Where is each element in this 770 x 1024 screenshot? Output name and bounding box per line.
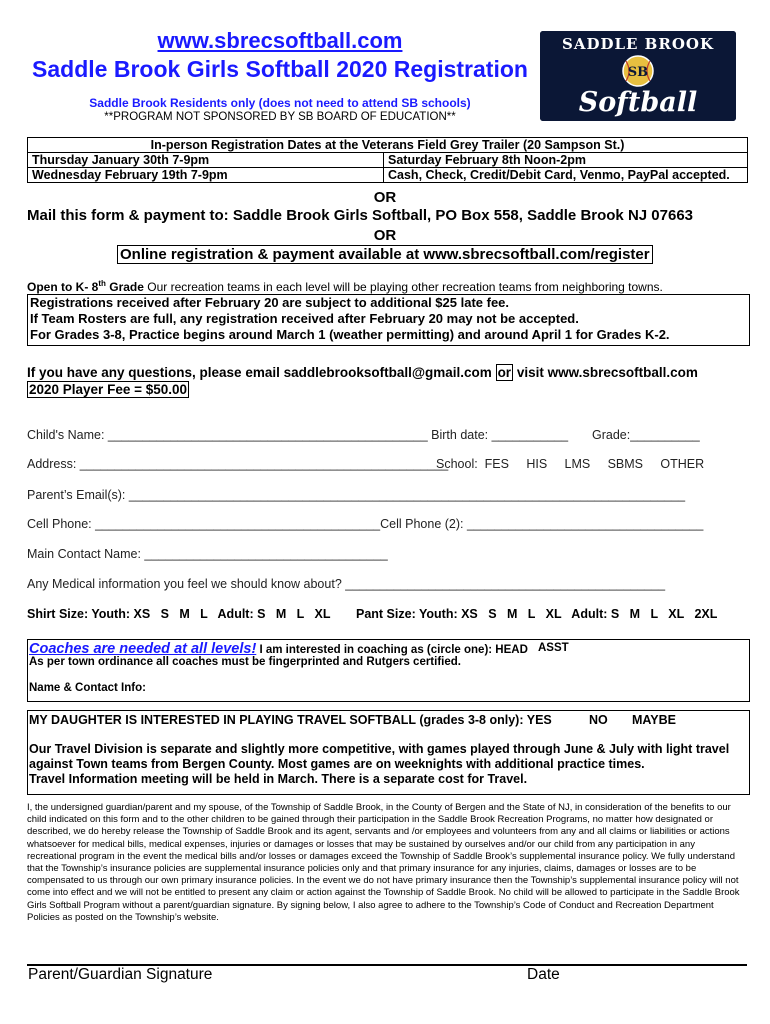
address-field[interactable]: Address: _____________________________________________________ (27, 457, 449, 471)
coaching-asst-option[interactable]: ASST (538, 642, 569, 654)
residents-note: Saddle Brook Residents only (does not need to attend SB schools) (89, 96, 471, 110)
travel-no-option[interactable]: NO (589, 713, 608, 727)
roster-notice: If Team Rosters are full, any registration received after February 20 may not be accepted. (30, 311, 579, 326)
travel-description (29, 742, 729, 787)
questions-line (27, 364, 698, 381)
late-fee-notice: Registrations received after February 20 are subject to additional $25 late fee. (30, 295, 510, 310)
page-title: Saddle Brook Girls Softball 2020 Registration (32, 56, 528, 82)
signature-label: Parent/Guardian Signature (28, 966, 213, 983)
program-note: **PROGRAM NOT SPONSORED BY SB BOARD OF EDUCATION** (104, 111, 456, 123)
coaching-role-select[interactable]: I am interested in coaching as (circle one): HEAD (256, 644, 528, 656)
eligibility-rest: Our recreation teams in each level will be playing other recreation teams from neighboring towns. (143, 280, 663, 294)
child-name-field[interactable]: Child's Name: ______________________________________________ Birth date: ___________ (27, 428, 569, 442)
questions-prefix: If you have any questions, please email saddlebrooksoftball@gmail.com (27, 365, 492, 380)
questions-or: or (497, 365, 512, 380)
school-options[interactable]: School: FES HIS LMS SBMS OTHER (436, 457, 705, 471)
questions-suffix: visit www.sbrecsoftball.com (516, 365, 698, 380)
coach-ordinance: As per town ordinance all coaches must be fingerprinted and Rutgers certified. (29, 656, 461, 668)
travel-maybe-option[interactable]: MAYBE (632, 713, 676, 727)
mail-instructions: Mail this form & payment to: Saddle Brook Girls Softball, PO Box 558, Saddle Brook NJ 07663 (27, 207, 693, 224)
date-label: Date (527, 966, 560, 983)
parent-email-field[interactable]: Parent’s Email(s): ________________________________________________________________________________ (27, 488, 686, 502)
date-wednesday: Wednesday February 19th 7-9pm (28, 168, 384, 183)
questions-block (27, 364, 698, 398)
coach-contact-field[interactable]: Name & Contact Info: (29, 682, 146, 694)
saddle-brook-softball-logo (540, 31, 736, 121)
coaches-box (27, 639, 750, 702)
site-url-link[interactable]: www.sbrecsoftball.com (157, 28, 403, 53)
practice-notice: For Grades 3-8, Practice begins around March 1 (weather permitting) and around April 1 for Grades K-2. (30, 327, 670, 342)
softball-logo-graphic (540, 31, 736, 121)
shirt-size-options[interactable]: Shirt Size: Youth: XS S M L Adult: S M L XL (27, 607, 331, 621)
dates-heading: In-person Registration Dates at the Veterans Field Grey Trailer (20 Sampson St.) (28, 138, 748, 153)
player-fee: 2020 Player Fee = $50.00 (29, 382, 188, 397)
notices-box (27, 294, 750, 346)
liability-waiver: I, the undersigned guardian/parent and my spouse, of the Township of Saddle Brook, in the County of Bergen and the State of NJ, in consideration of the benefits to our child indicated on this form and to the other children to be gained through their participation in the Saddle Brook Recreation Programs, no matter how designated or described, we do hereby release the Township of Saddle Brook and its agent, servants and /or employees and volunteers from any and all claims or liabilities or actions whatsoever for medical bills, medical expenses, injuries or damages or losses that may be sustained by ourselves and/or our child from any participation in any recreational program in the event the medical bills and/or losses or damages exceed the Township of Saddle Brook’s supplemental insurance policy. We fully understand that the Township’s insurance policies are supplemental insurance policies only and that primary insurance for any injuries, claims, damages or losses are to be compensated to us through our own primary insurance policies. In the event we do not have primary insurance then the Township’s supplemental insurance policy will not come into effect and we will not be entitled to present any claim or action against the Township of Saddle Brook. No child will be allowed to participate in the Saddle Brook Girls Softball Program without a parent/guardian signature. By signing below, I also agree to adhere to the Township’s Code of Conduct and Recreation Department Policies as posted on the Township’s website. (27, 802, 740, 923)
site-url[interactable] (0, 28, 560, 54)
travel-softball-box (27, 710, 750, 795)
travel-desc-line3: Travel Information meeting will be held in March. There is a separate cost for Travel. (29, 772, 528, 786)
date-thursday: Thursday January 30th 7-9pm (28, 153, 384, 168)
main-contact-field[interactable]: Main Contact Name: ___________________________________ (27, 547, 388, 561)
medical-info-field[interactable]: Any Medical information you feel we should know about? ______________________________________________ (27, 577, 666, 591)
or-divider-2: OR (373, 227, 397, 244)
grade-field[interactable]: Grade:__________ (592, 428, 700, 442)
online-registration[interactable]: Online registration & payment available at www.sbrecsoftball.com/register (117, 245, 653, 264)
logo-top-text: SADDLE BROOK (561, 35, 715, 53)
cell-phone-field[interactable]: Cell Phone: _________________________________________Cell Phone (2): __________________________________ (27, 517, 704, 531)
logo-badge-text: SB (627, 65, 649, 80)
payment-methods: Cash, Check, Credit/Debit Card, Venmo, PayPal accepted. (384, 168, 748, 183)
or-divider-1: OR (373, 189, 397, 206)
eligibility-sup: th (98, 279, 106, 288)
registration-dates-table (27, 137, 748, 183)
pant-size-options[interactable]: Pant Size: Youth: XS S M L XL Adult: S M L XL 2XL (356, 607, 718, 621)
travel-desc-line1: Our Travel Division is separate and slightly more competitive, with games played through June & July with light travel (29, 742, 730, 756)
travel-desc-line2: against Town teams from Bergen County. Most games are on weeknights with additional practice times. (29, 757, 645, 771)
coaches-heading: Coaches are needed at all levels! (29, 641, 257, 657)
date-saturday: Saturday February 8th Noon-2pm (384, 153, 748, 168)
eligibility-prefix: Open to K- 8 (27, 280, 99, 294)
logo-script-text: Softball (578, 87, 698, 118)
eligibility-grade: Grade (105, 280, 144, 294)
eligibility-line (27, 279, 663, 294)
travel-interest-question[interactable]: MY DAUGHTER IS INTERESTED IN PLAYING TRAVEL SOFTBALL (grades 3-8 only): YES (29, 713, 552, 727)
